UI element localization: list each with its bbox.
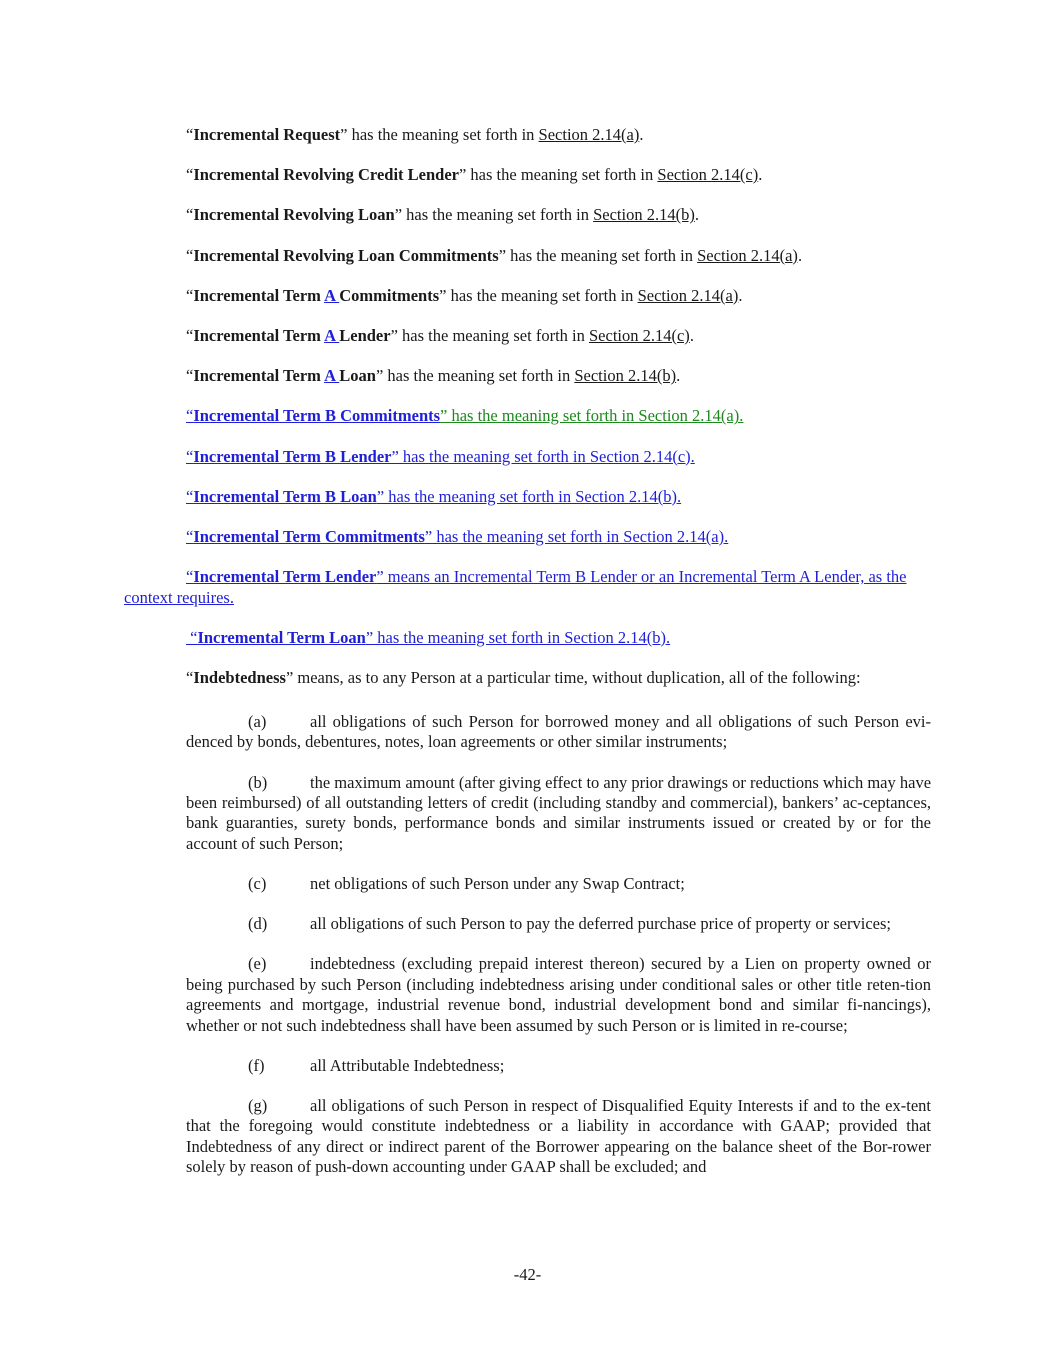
clause-b: (b) the maximum amount (after giving effect to any prior drawings or reductions which may have been reimbursed) of all outstanding letters of credit (including standby and commercial), bankers’ ac-ceptances, bank guaranties, surety bonds, performance bonds and similar instruments issued or created by or for the account of such Person; — [186, 772, 932, 853]
clause-e: (e) indebtedness (excluding prepaid interest thereon) secured by a Lien on property owned or being purchased by such Person (including indebtedness arising under conditional sales or other title reten-tion agreements and mortgage, industrial revenue bond, industrial development bond and similar fi-nancings), whether or not such indebtedness shall have been assumed by such Person or is limited in re-course; — [186, 954, 931, 1035]
section-reference: Section 2.14(b) — [593, 205, 695, 225]
inserted-text: A — [324, 326, 340, 346]
clause-c: (c) net obligations of such Person under any Swap Contract; — [248, 874, 685, 894]
defined-term: Indebtedness — [193, 668, 286, 688]
definitions-list — [124, 125, 931, 708]
clause-label: (e) — [248, 954, 267, 974]
defined-term: Incremental Term A Lender — [193, 326, 391, 346]
section-reference: Section 2.14(a) — [697, 245, 798, 265]
clause-label: (d) — [248, 914, 268, 934]
definition-incremental-term-a-lender: “Incremental Term A Lender” has the meaning set forth in Section 2.14(c). — [186, 326, 694, 346]
defined-term: Incremental Term B Lender — [193, 446, 392, 466]
clause-label: (f) — [248, 1055, 265, 1075]
indebtedness-clauses — [186, 712, 931, 1197]
definition-incremental-request: “Incremental Request” has the meaning set forth in Section 2.14(a). — [186, 125, 644, 144]
definition-incremental-revolving-loan-commitments: “Incremental Revolving Loan Commitments” has the meaning set forth in Section 2.14(a). — [186, 245, 803, 265]
inserted-definition-incremental-term-b-loan: “Incremental Term B Loan” has the meaning set forth in Section 2.14(b). — [186, 486, 682, 506]
defined-term: Incremental Revolving Loan — [193, 205, 395, 225]
inserted-text: A — [324, 366, 340, 386]
section-reference: Section 2.14(b) — [574, 366, 677, 386]
defined-term: Incremental Term Commitments — [193, 527, 425, 547]
defined-term: Incremental Term Loan — [197, 627, 366, 647]
inserted-definition-incremental-term-b-commitments: “Incremental Term B Commitments” has the meaning set forth in Section 2.14(a). — [186, 406, 744, 426]
defined-term: Incremental Term B Commitments — [193, 406, 441, 426]
definition-incremental-revolving-credit-lender: “Incremental Revolving Credit Lender” has the meaning set forth in Section 2.14(c). — [186, 165, 763, 185]
clause-f: (f) all Attributable Indebtedness; — [248, 1055, 505, 1075]
definition-incremental-term-a-commitments: “Incremental Term A Commitments” has the meaning set forth in Section 2.14(a). — [186, 285, 743, 305]
section-reference: Section 2.14(c) — [589, 326, 690, 346]
inserted-definition-incremental-term-loan: “Incremental Term Loan” has the meaning set forth in Section 2.14(b). — [186, 627, 671, 647]
defined-term: Incremental Request — [193, 125, 341, 144]
defined-term: Incremental Term A Commitments — [193, 285, 440, 305]
defined-term: Incremental Term A Loan — [193, 366, 376, 386]
page-number: -42- — [513, 1265, 542, 1284]
clause-label: (c) — [248, 874, 267, 894]
definition-indebtedness: “Indebtedness” means, as to any Person at a particular time, without duplication, all of the following: — [186, 668, 861, 688]
clause-label: (b) — [248, 772, 268, 792]
section-reference: Section 2.14(c) — [657, 165, 759, 185]
clause-label: (g) — [248, 1096, 268, 1116]
definition-incremental-revolving-loan: “Incremental Revolving Loan” has the meaning set forth in Section 2.14(b). — [186, 205, 699, 225]
defined-term: Incremental Revolving Loan Commitments — [193, 245, 499, 265]
inserted-definition-incremental-term-lender: “Incremental Term Lender” means an Incremental Term B Lender or an Incremental Term A Lender, as the context requires. — [124, 567, 907, 607]
definition-incremental-term-a-loan: “Incremental Term A Loan” has the meaning set forth in Section 2.14(b). — [186, 366, 681, 386]
section-reference: Section 2.14(a) — [538, 125, 640, 144]
defined-term: Incremental Term Lender — [193, 567, 377, 587]
clause-d: (d) all obligations of such Person to pay the deferred purchase price of property or services; — [248, 914, 891, 934]
section-reference: Section 2.14(a) — [637, 285, 739, 305]
defined-term: Incremental Term B Loan — [193, 486, 377, 506]
inserted-definition-incremental-term-b-lender: “Incremental Term B Lender” has the meaning set forth in Section 2.14(c). — [186, 446, 695, 466]
clause-g: (g) all obligations of such Person in respect of Disqualified Equity Interests if and to the ex-tent that the foregoing would constitute indebtedness or a liability in accordance with GAAP; provided that Indebtedness of any direct or indirect parent of the Borrower appearing on the balance sheet of the Bor-rower solely by reason of push-down accounting under GAAP shall be excluded; and — [186, 1096, 931, 1177]
clause-a: (a) all obligations of such Person for borrowed money and all obligations of such Person evi-denced by bonds, debentures, notes, loan agreements or other similar instruments; — [186, 712, 931, 752]
inserted-definition-incremental-term-commitments: “Incremental Term Commitments” has the meaning set forth in Section 2.14(a). — [186, 527, 729, 547]
clause-label: (a) — [248, 712, 267, 731]
inserted-text: A — [324, 285, 340, 305]
defined-term: Incremental Revolving Credit Lender — [193, 165, 459, 185]
